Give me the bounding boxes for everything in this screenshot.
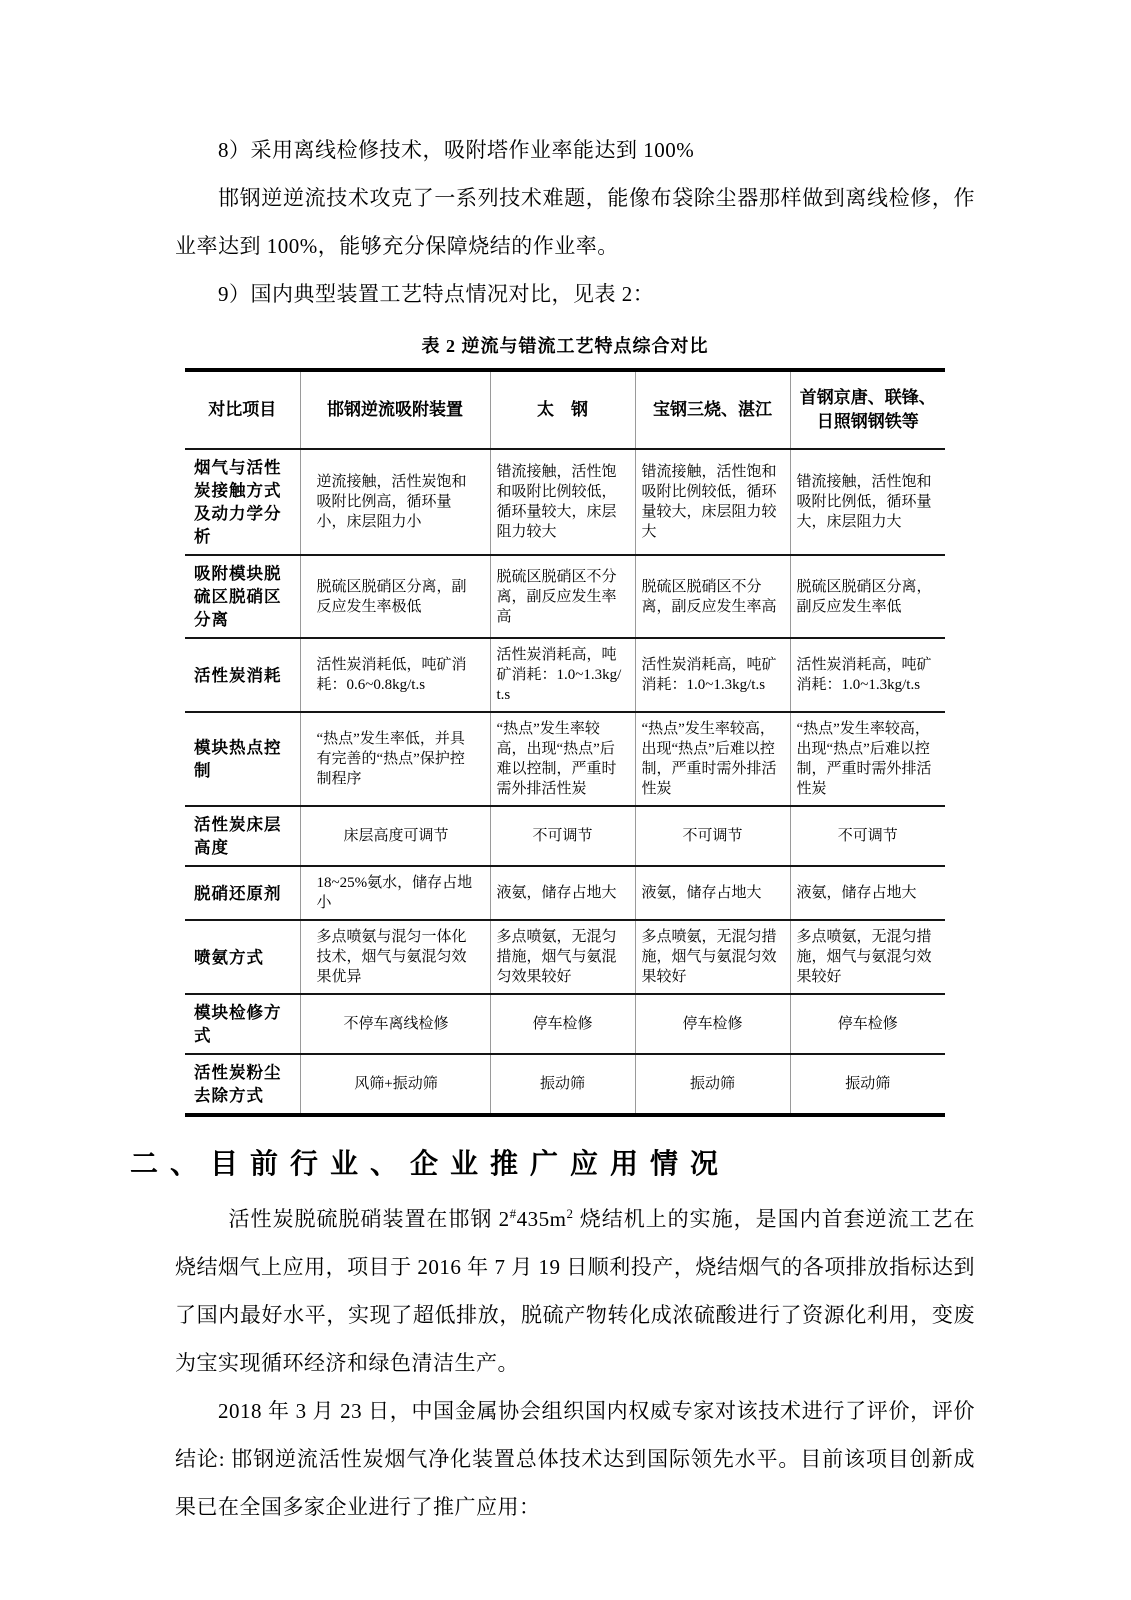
table-cell: 脱硫区脱硝区分离，副反应发生率低 [790, 555, 945, 638]
table-header-row [185, 370, 945, 449]
table-cell: 活性炭消耗高，吨矿消耗：1.0~1.3kg/t.s [635, 638, 790, 712]
table-cell: 逆流接触，活性炭饱和吸附比例高，循环量小，床层阻力小 [300, 449, 490, 555]
row-label: 烟气与活性炭接触方式及动力学分析 [185, 449, 300, 555]
superscript-hash: # [509, 1206, 517, 1221]
section-heading: 二、目前行业、企业推广应用情况 [130, 1148, 731, 1179]
table-cell: 不可调节 [490, 806, 635, 866]
comparison-table [185, 368, 945, 1117]
paragraph-application-text: 活性炭脱硫脱硝装置在邯钢 2 [228, 1207, 510, 1231]
row-label: 活性炭粉尘去除方式 [194, 1063, 282, 1105]
paragraph-application-text: 烧结机上的实施，是国内首套逆流工艺在烧结烟气上应用，项目于 2016 年 7 月 19 日顺利投产，烧结烟气的各项排放指标达到了国内最好水平，实现了超低排放，脱硫产物转化成浓硫酸进行了资源化利用，变废为宝实现循环经济和绿色清洁生产。 [175, 1207, 976, 1375]
table-cell: 液氨，储存占地大 [635, 866, 790, 920]
table-row-carbon-consumption [185, 638, 945, 712]
paragraph-application-text: 435m [516, 1207, 567, 1231]
table-cell: 停车检修 [635, 994, 790, 1054]
list-item-9: 9）国内典型装置工艺特点情况对比，见表 2： [218, 282, 655, 306]
table-cell: 18~25%氨水，储存占地小 [300, 866, 490, 920]
table-row-dust-removal [185, 1054, 945, 1115]
column-header-item: 对比项目 [185, 370, 300, 449]
paragraph-evaluation: 2018 年 3 月 23 日，中国金属协会组织国内权威专家对该技术进行了评价，评价结论: 邯钢逆流活性炭烟气净化装置总体技术达到国际领先水平。目前该项目创新成果已在全国多家企业进行了推广应用： [175, 1399, 975, 1519]
table-cell: 错流接触，活性饱和吸附比例较低，循环量较大，床层阻力较大 [635, 449, 790, 555]
row-label: 模块检修方式 [185, 994, 300, 1054]
table-cell: 错流接触，活性饱和吸附比例低，循环量大，床层阻力大 [790, 449, 945, 555]
table-cell: 多点喷氨，无混匀措施，烟气与氨混匀效果较好 [490, 920, 635, 994]
table-cell: 脱硫区脱硝区分离，副反应发生率极低 [300, 555, 490, 638]
table-cell: 液氨，储存占地大 [790, 866, 945, 920]
row-label: 吸附模块脱硫区脱硝区分离 [185, 555, 300, 638]
table-cell: 振动筛 [635, 1054, 790, 1115]
paragraph-offline-maintenance: 邯钢逆逆流技术攻克了一系列技术难题，能像布袋除尘器那样做到离线检修，作业率达到 100%，能够充分保障烧结的作业率。 [175, 186, 975, 258]
table-cell: “热点”发生率较高，出现“热点”后难以控制，严重时需外排活性炭 [490, 712, 635, 806]
row-label: 活性炭床层高度 [185, 806, 300, 866]
paragraph-application [175, 1195, 975, 1387]
column-header-taigang: 太 钢 [490, 370, 635, 449]
table-cell: 多点喷氨，无混匀措施，烟气与氨混匀效果较好 [790, 920, 945, 994]
column-header-shougang: 首钢京唐、联锋、日照钢钢铁等 [790, 370, 945, 449]
column-header-baogang: 宝钢三烧、湛江 [635, 370, 790, 449]
row-label: 喷氨方式 [185, 920, 300, 994]
row-label: 活性炭消耗 [185, 638, 300, 712]
list-item-8: 8）采用离线检修技术，吸附塔作业率能达到 100% [218, 138, 695, 162]
table-cell: 活性炭消耗高，吨矿消耗：1.0~1.3kg/t.s [490, 638, 635, 712]
table-row-hotspot-control [185, 712, 945, 806]
superscript-square: 2 [566, 1206, 574, 1221]
table-row-contact-mode [185, 449, 945, 555]
table-cell: 振动筛 [790, 1054, 945, 1115]
row-label: 模块热点控制 [185, 712, 300, 806]
table-caption: 表 2 逆流与错流工艺特点综合对比 [421, 336, 709, 356]
table-cell: 脱硫区脱硝区不分离，副反应发生率高 [635, 555, 790, 638]
table-row-bed-height [185, 806, 945, 866]
table-cell: 错流接触，活性饱和吸附比例较低，循环量较大，床层阻力较大 [490, 449, 635, 555]
table-cell: “热点”发生率低，并具有完善的“热点”保护控制程序 [300, 712, 490, 806]
table-row-ammonia-injection [185, 920, 945, 994]
table-cell: 脱硫区脱硝区不分离，副反应发生率高 [490, 555, 635, 638]
table-cell: 多点喷氨与混匀一体化技术，烟气与氨混匀效果优异 [300, 920, 490, 994]
column-header-hangang: 邯钢逆流吸附装置 [300, 370, 490, 449]
table-cell: 振动筛 [490, 1054, 635, 1115]
table-cell: 停车检修 [490, 994, 635, 1054]
table-cell: 多点喷氨，无混匀措施，烟气与氨混匀效果较好 [635, 920, 790, 994]
table-row-zone-separation [185, 555, 945, 638]
row-label: 脱硝还原剂 [185, 866, 300, 920]
table-cell: 床层高度可调节 [300, 806, 490, 866]
table-cell: 不可调节 [635, 806, 790, 866]
table-cell: “热点”发生率较高，出现“热点”后难以控制，严重时需外排活性炭 [790, 712, 945, 806]
table-cell: 不停车离线检修 [300, 994, 490, 1054]
table-row-maintenance-mode [185, 994, 945, 1054]
table-cell: 不可调节 [790, 806, 945, 866]
table-cell: 活性炭消耗高，吨矿消耗：1.0~1.3kg/t.s [790, 638, 945, 712]
table-cell: 风筛+振动筛 [300, 1054, 490, 1115]
table-cell: 液氨，储存占地大 [490, 866, 635, 920]
table-cell: 活性炭消耗低，吨矿消耗：0.6~0.8kg/t.s [300, 638, 490, 712]
table-cell: 停车检修 [790, 994, 945, 1054]
table-row-denox-reducer [185, 866, 945, 920]
table-cell: “热点”发生率较高，出现“热点”后难以控制，严重时需外排活性炭 [635, 712, 790, 806]
